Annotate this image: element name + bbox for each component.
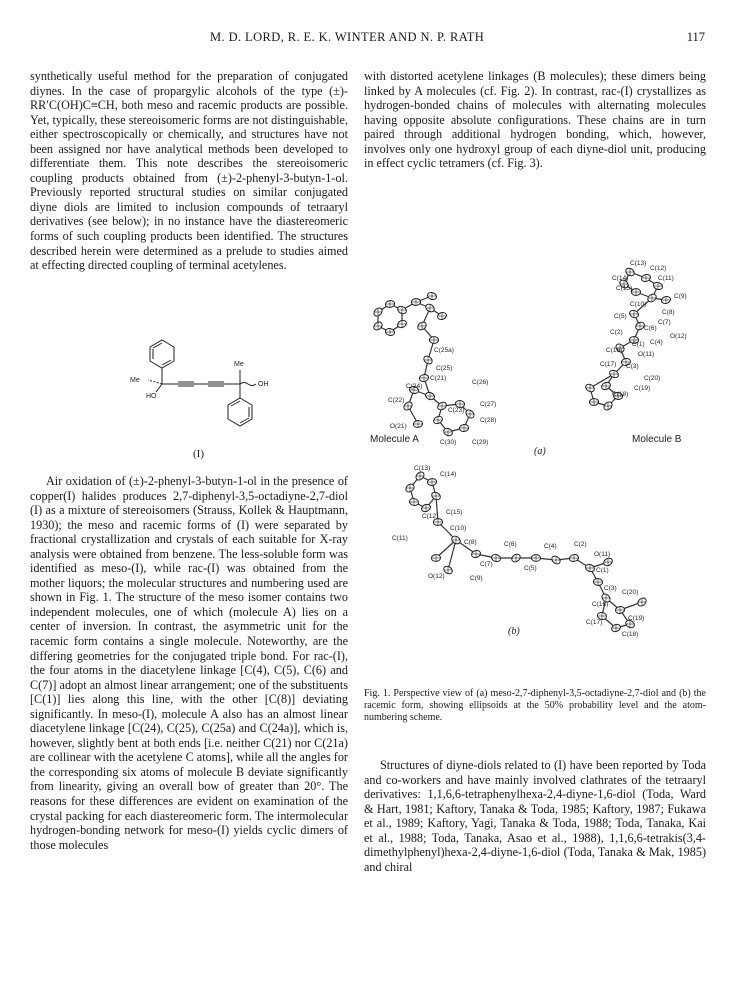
atom-label: C(3) [626, 363, 639, 370]
figure-1-caption: Fig. 1. Perspective view of (a) meso-2,7-diphenyl-3,5-octadiyne-2,7-diol and (b) the racemic form, showing ellipsoids at the 50% probability level and the atom-numbering scheme. [364, 688, 706, 723]
bond [448, 540, 456, 570]
atom-ellipsoid [372, 320, 383, 331]
atom-label: C(7) [480, 561, 493, 568]
atom-label: C(8) [464, 539, 477, 546]
atom-ellipsoid [550, 554, 561, 565]
atom-label: C(9) [674, 293, 687, 300]
atom-label: C(8) [662, 309, 675, 316]
atom-label: C(4) [544, 543, 557, 550]
atom-ellipsoid [661, 296, 672, 305]
atom-label: C(12) [650, 265, 667, 272]
page-header [30, 30, 705, 46]
atom-ellipsoid [432, 415, 443, 425]
atom-label: C(11) [658, 275, 674, 282]
atom-label: C(1) [596, 567, 609, 574]
atom-label: C(2) [574, 541, 587, 548]
atom-ellipsoid [396, 305, 407, 315]
atom-label: C(2) [610, 329, 623, 336]
atom-ellipsoid [419, 374, 430, 383]
atom-ellipsoid [422, 354, 433, 365]
atom-label: C(14) [612, 275, 629, 282]
right-paragraph-2 [364, 758, 706, 874]
atom-label: C(17) [586, 619, 603, 626]
atom-label: O(11) [594, 551, 611, 558]
left-paragraph-2 [30, 474, 348, 852]
atom-ellipsoid [396, 319, 407, 329]
running-head: M. D. LORD, R. E. K. WINTER AND N. P. RATH [210, 30, 485, 44]
atom-ellipsoid [413, 420, 423, 427]
left-paragraph-1-text: synthetically useful method for the preparation of conjugated diynes. In the case of propargylic alcohols of the type (±)-RR′C(OH)C≡CH, both meso and racemic products are possible. Yet, typically, these stereoisomeric forms are not distinguishable, either spectroscopically or chemically, and structures have not been assigned nor have analytical methods been developed to differentiate them. This note describes the stereoisomeric coupling products obtained from (±)-2-phenyl-3-butyn-1-ol. Previously reported structural studies on similar conjugated diyne diols are limited to inclusion compounds of tetraaryl derivatives (see below); in no instance have the diastereomeric forms of such coupling products been identified. The structures described herein were determined as a prelude to studies aimed at effecting directed coupling of terminal acetylenes. [30, 69, 348, 273]
left-paragraph-1 [30, 69, 348, 273]
atom-label: O(12) [670, 333, 687, 340]
panel-b-tag: (b) [508, 626, 520, 637]
atom-ellipsoid [531, 554, 540, 561]
atom-ellipsoid [589, 398, 599, 406]
right-paragraph-2-text: Structures of diyne-diols related to (I) have been reported by Toda and co-workers and have mainly involved clathrates of the tetraaryl derivatives: 1,1,6,6-tetraphenylhexa-2,4-diyne-1,6-diol (Toda, Ward & Hart, 1981; Kaftory, Tanaka & Toda, 1985; Kaftory, 1987; Fukawa et al., 1989; Kaftory, Yagi, Tanaka & Toda, 1988; Toda, Tanaka, Kai et al., 1988; Toda, Tanaka, Asao et al., 1988), 1,1,6,6-tetrakis(3,4-dimethylphenyl)hexa-2,4-diyne-1,6-diol (Toda, Tanaka & Mak, 1985) and chiral [364, 758, 706, 874]
ho-left-label: HO [146, 393, 157, 400]
atom-label: C(19) [634, 385, 651, 392]
atom-label: C(17) [600, 361, 617, 368]
atom-label: C(10) [630, 301, 647, 308]
atom-label: C(22) [388, 397, 405, 404]
atom-label: C(15) [616, 285, 633, 292]
atom-ellipsoid [510, 553, 521, 564]
atom-ellipsoid [420, 503, 431, 513]
atom-label: C(9) [470, 575, 483, 582]
atom-ellipsoid [442, 427, 453, 437]
atom-label: C(29) [472, 439, 489, 446]
atom-label: C(25) [436, 365, 453, 372]
atom-label: O(11) [638, 351, 655, 358]
atom-label: O(12) [428, 573, 445, 580]
atom-ellipsoid [372, 306, 383, 317]
atom-label: C(20) [622, 589, 639, 596]
atom-ellipsoid [584, 563, 595, 573]
atom-label: C(4) [650, 339, 663, 346]
atom-label: C(5) [524, 565, 537, 572]
atom-ellipsoid [569, 554, 580, 563]
structure-I-label: (I) [193, 448, 204, 460]
atom-label: C(27) [480, 401, 497, 408]
atom-ellipsoid [437, 311, 448, 320]
figure-1a-ortep [368, 256, 708, 460]
atom-label: C(13) [414, 465, 431, 472]
right-paragraph-1 [364, 69, 706, 171]
left-paragraph-2-text: Air oxidation of (±)-2-phenyl-3-butyn-1-ol in the presence of copper(I) halides produces 2,7-diphenyl-3,5-octadiyne-2,7-diol (I) as a mixture of stereoisomers (Strauss, Kollek & Hauptmann, 1930); the meso and racemic forms of (I) were separated by fractional crystallization and crystals of each suitable for X-ray analysis were obtained from benzene. The less-soluble form was identified as meso-(I), while rac-(I) was obtained from the mother liquors; the molecular structures and numbering used are shown in Fig. 1. The structure of the meso isomer contains two independent molecules, one of which (molecule A) lies on a center of inversion. In contrast, the asymmetric unit for the racemic form contains a single molecule. Noteworthy, are the differing geometries for the conjugated triple bond. For rac-(I), the four atoms in the diacetylene linkage [C(4), C(5), C(6) and C(7)] adopt an almost linear arrangement; one of the substituents [C(1)] lies along this line, with the other [C(8)] deviating significantly. In meso-(I), molecule A also has an almost linear diacetylene linkage [C(24), C(25), C(25a) and C(24a)], which is, however, slightly bent at both ends [i.e. neither C(21) nor C(21a) are collinear with the acetylene C atoms], while all the angles for the corresponding six atoms of molecule B deviate significantly from linearity, giving an overall bow of greater than 20°. The reasons for these differences are evident on examination of the crystal packing for each diastereomeric form. The intermolecular hydrogen-bonding network for meso-(I) yields cyclic dimers of those molecules [30, 474, 348, 852]
atom-label: O(21) [390, 423, 407, 430]
atom-ellipsoid [641, 273, 652, 283]
right-paragraph-1-text: with distorted acetylene linkages (B molecules); these dimers being linked by A molecules (cf. Fig. 2). In contrast, rac-(I) crystallizes as hydrogen-bonded chains of molecules with alternating molecules having opposite absolute configurations. These chains are in turn paired through additional hydrogen bonding, which, however, involves only one hydroxyl group of each diyne-diol unit, producing in effect cyclic tetramers (cf. Fig. 3). [364, 69, 706, 171]
atom-label: C(18) [622, 631, 639, 638]
atom-label: C(20) [644, 375, 661, 382]
atom-label: C(3) [604, 585, 617, 592]
molecule-b-label: Molecule B [632, 434, 682, 445]
atom-label: C(1) [632, 341, 645, 348]
structure-I-diagram [120, 332, 280, 462]
atom-label: C(5) [614, 313, 627, 320]
atom-label: C(30) [440, 439, 457, 446]
atom-label: C(6) [504, 541, 517, 548]
atom-label: C(25a) [434, 347, 454, 354]
atom-ellipsoid [427, 478, 437, 486]
atom-ellipsoid [631, 289, 640, 296]
atom-label: C(7) [658, 319, 671, 326]
atom-ellipsoid [430, 491, 441, 501]
atom-ellipsoid [602, 557, 613, 567]
atom-label: C(21) [430, 375, 447, 382]
atom-label: C(19) [628, 615, 645, 622]
atom-ellipsoid [409, 498, 419, 507]
atom-label: C(28) [480, 417, 497, 424]
figure-1b-ortep [368, 458, 708, 640]
molecule-a-label: Molecule A [370, 434, 419, 445]
atom-ellipsoid [584, 383, 595, 394]
atom-ellipsoid [411, 298, 421, 305]
atom-label: C(12) [422, 513, 439, 520]
oh-right-label: OH [258, 381, 269, 388]
atom-label: C(10) [450, 525, 467, 532]
atom-ellipsoid [459, 424, 469, 432]
atom-label: C(18) [612, 391, 629, 398]
atom-ellipsoid [427, 291, 438, 300]
atom-label: C(26) [472, 379, 489, 386]
me-left-label: Me [130, 377, 140, 384]
atom-label: C(14) [440, 471, 457, 478]
atom-label: C(15) [446, 509, 463, 516]
atom-label: C(24) [406, 383, 423, 390]
atom-label: C(11) [392, 535, 408, 542]
atom-ellipsoid [636, 596, 647, 607]
atom-label: C(6) [644, 325, 657, 332]
atom-ellipsoid [593, 578, 603, 586]
atom-label: C(23) [448, 407, 465, 414]
atom-ellipsoid [385, 300, 395, 308]
atom-ellipsoid [431, 554, 441, 561]
me-right-label: Me [234, 361, 244, 368]
panel-a-tag: (a) [534, 446, 546, 457]
page-number: 117 [686, 30, 705, 44]
atom-ellipsoid [424, 303, 435, 314]
atom-label: C(16) [592, 601, 609, 608]
atom-ellipsoid [429, 336, 438, 343]
atom-label: C(13) [630, 260, 647, 267]
atom-label: C(16) [606, 347, 623, 354]
